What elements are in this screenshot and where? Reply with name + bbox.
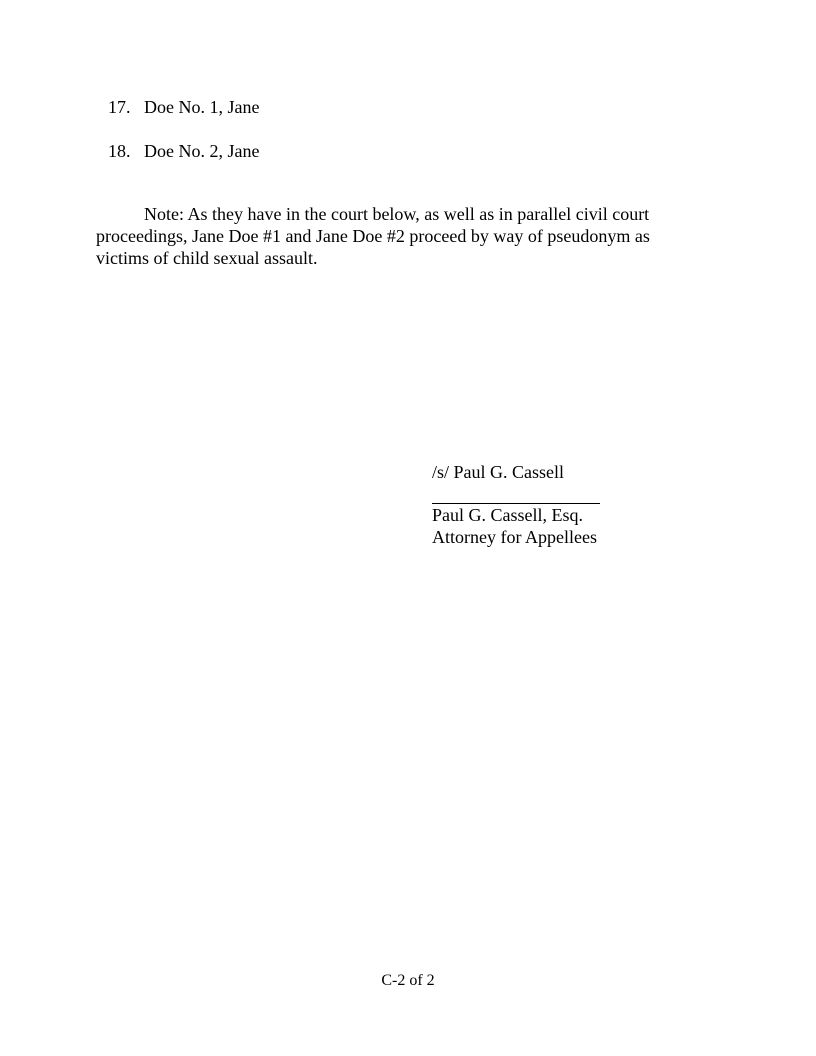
list-item-text: Doe No. 2, Jane <box>144 141 260 161</box>
list-item-number: 17. <box>108 97 131 117</box>
signer-title: Attorney for Appellees <box>432 527 597 547</box>
list-item <box>108 140 259 162</box>
list-item-text: Doe No. 1, Jane <box>144 97 260 117</box>
party-list <box>108 96 259 184</box>
signature-block <box>432 461 600 548</box>
list-item <box>108 96 259 118</box>
page-number: C-2 of 2 <box>381 972 435 989</box>
signature-rule <box>432 483 600 504</box>
list-item-number: 18. <box>108 141 131 161</box>
electronic-signature: /s/ Paul G. Cassell <box>432 462 565 482</box>
signer-name: Paul G. Cassell, Esq. <box>432 505 583 525</box>
pseudonym-note: Note: As they have in the court below, as well as in parallel civil court proceedings, Jane Doe #1 and Jane Doe #2 proceed by way of pseudonym as victims of child sexual assault. <box>96 204 650 268</box>
